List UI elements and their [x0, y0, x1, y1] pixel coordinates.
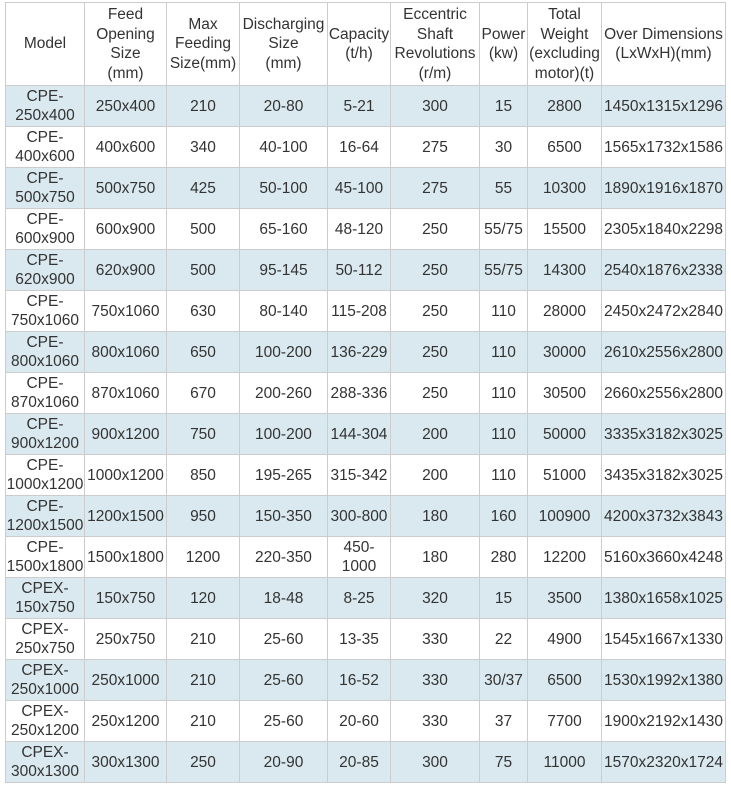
- cell-power: 37: [480, 701, 528, 742]
- cell-eccentric-shaft-revolutions: 250: [391, 291, 480, 332]
- table-row: [6, 86, 726, 127]
- cell-model-line: 800x1060: [10, 353, 80, 370]
- cell-capacity-line: 300-800: [330, 507, 388, 525]
- header-max-feeding-size: [167, 3, 240, 86]
- cell-total-weight: 50000: [528, 414, 602, 455]
- cell-over-dimensions: 3335x3182x3025: [602, 414, 726, 455]
- cell-model-line: CPE-: [26, 252, 64, 269]
- header-line: (LxWxH)(mm): [615, 45, 712, 62]
- cell-capacity-line: 16-52: [339, 671, 379, 689]
- cell-model-line: CPEX-: [21, 744, 69, 761]
- cell-model: [6, 701, 85, 742]
- cell-total-weight: 15500: [528, 209, 602, 250]
- cell-max-feeding-size: 850: [167, 455, 240, 496]
- header-feed-opening-size: [85, 3, 167, 86]
- cell-eccentric-shaft-revolutions: 330: [391, 619, 480, 660]
- cell-model-line: CPE-: [26, 539, 64, 556]
- cell-model-line: CPE-: [26, 375, 64, 392]
- cell-max-feeding-size: 340: [167, 127, 240, 168]
- cell-discharging-size: 18-48: [240, 578, 328, 619]
- header-line: (r/m): [418, 64, 452, 82]
- cell-power: 110: [480, 414, 528, 455]
- table-row: [6, 701, 726, 742]
- header-power: [480, 3, 528, 86]
- cell-eccentric-shaft-revolutions: 200: [391, 414, 480, 455]
- cell-total-weight: 6500: [528, 127, 602, 168]
- header-line: Size: [268, 35, 299, 53]
- cell-capacity: [328, 701, 391, 742]
- cell-eccentric-shaft-revolutions: 200: [391, 455, 480, 496]
- cell-model: [6, 86, 85, 127]
- cell-model: [6, 414, 85, 455]
- cell-feed-opening-size: 600x900: [85, 209, 167, 250]
- table-header-row: [6, 3, 726, 86]
- cell-over-dimensions: 1565x1732x1586: [602, 127, 726, 168]
- cell-max-feeding-size: 210: [167, 86, 240, 127]
- table-row: [6, 578, 726, 619]
- cell-model-line: CPE-: [26, 129, 64, 146]
- cell-capacity-line: 136-229: [330, 343, 388, 361]
- cell-capacity-line: 5-21: [343, 97, 375, 115]
- cell-model: [6, 127, 85, 168]
- cell-model: [6, 496, 85, 537]
- cell-model-line: CPE-: [26, 170, 64, 187]
- cell-capacity: [328, 291, 391, 332]
- cell-over-dimensions: 2540x1876x2338: [602, 250, 726, 291]
- cell-max-feeding-size: 500: [167, 209, 240, 250]
- header-over-dimensions: [602, 3, 726, 86]
- cell-capacity: [328, 537, 391, 578]
- cell-over-dimensions: 2450x2472x2840: [602, 291, 726, 332]
- cell-eccentric-shaft-revolutions: 250: [391, 250, 480, 291]
- cell-max-feeding-size: 210: [167, 619, 240, 660]
- cell-total-weight: 14300: [528, 250, 602, 291]
- cell-max-feeding-size: 650: [167, 332, 240, 373]
- cell-capacity-line: 50-112: [335, 261, 383, 279]
- cell-discharging-size: 20-80: [240, 86, 328, 127]
- cell-eccentric-shaft-revolutions: 180: [391, 537, 480, 578]
- cell-eccentric-shaft-revolutions: 300: [391, 742, 480, 783]
- cell-feed-opening-size: 900x1200: [85, 414, 167, 455]
- cell-capacity: [328, 414, 391, 455]
- cell-eccentric-shaft-revolutions: 300: [391, 86, 480, 127]
- cell-total-weight: 51000: [528, 455, 602, 496]
- table-row: [6, 209, 726, 250]
- cell-over-dimensions: 2305x1840x2298: [602, 209, 726, 250]
- cell-model-line: CPEX-: [21, 703, 69, 720]
- cell-capacity-line: 48-120: [334, 220, 384, 238]
- cell-capacity: [328, 127, 391, 168]
- header-line: Revolutions: [394, 45, 476, 62]
- cell-feed-opening-size: 250x1000: [85, 660, 167, 701]
- cell-capacity-line: 45-100: [334, 179, 384, 197]
- cell-feed-opening-size: 400x600: [85, 127, 167, 168]
- cell-over-dimensions: 1900x2192x1430: [602, 701, 726, 742]
- table-row: [6, 332, 726, 373]
- table-row: [6, 455, 726, 496]
- cell-feed-opening-size: 150x750: [85, 578, 167, 619]
- cell-max-feeding-size: 120: [167, 578, 240, 619]
- cell-model-line: 1500x1800: [6, 558, 84, 575]
- cell-total-weight: 12200: [528, 537, 602, 578]
- cell-over-dimensions: 1890x1916x1870: [602, 168, 726, 209]
- cell-model-line: 750x1060: [10, 312, 80, 329]
- cell-discharging-size: 20-90: [240, 742, 328, 783]
- header-line: Shaft: [416, 25, 454, 43]
- cell-capacity-line: 8-25: [343, 589, 375, 607]
- cell-discharging-size: 200-260: [240, 373, 328, 414]
- cell-total-weight: 7700: [528, 701, 602, 742]
- cell-eccentric-shaft-revolutions: 250: [391, 332, 480, 373]
- cell-total-weight: 30500: [528, 373, 602, 414]
- cell-power: 55: [480, 168, 528, 209]
- cell-capacity: [328, 742, 391, 783]
- cell-model-line: 250x1000: [10, 681, 80, 698]
- table-row: [6, 496, 726, 537]
- cell-model-line: CPEX-: [21, 621, 69, 638]
- cell-model: [6, 373, 85, 414]
- cell-over-dimensions: 1570x2320x1724: [602, 742, 726, 783]
- header-line: Model: [23, 35, 67, 53]
- cell-over-dimensions: 1450x1315x1296: [602, 86, 726, 127]
- cell-discharging-size: 25-60: [240, 701, 328, 742]
- cell-feed-opening-size: 1000x1200: [85, 455, 167, 496]
- cell-over-dimensions: 1380x1658x1025: [602, 578, 726, 619]
- cell-feed-opening-size: 500x750: [85, 168, 167, 209]
- cell-discharging-size: 80-140: [240, 291, 328, 332]
- cell-feed-opening-size: 750x1060: [85, 291, 167, 332]
- header-line: Opening: [96, 25, 155, 43]
- cell-model-line: 150x750: [15, 599, 75, 616]
- cell-feed-opening-size: 800x1060: [85, 332, 167, 373]
- header-line: Capacity: [328, 25, 390, 43]
- header-capacity: [328, 3, 391, 86]
- cell-over-dimensions: 1545x1667x1330: [602, 619, 726, 660]
- cell-power: 110: [480, 373, 528, 414]
- cell-discharging-size: 100-200: [240, 332, 328, 373]
- header-line: Size: [110, 45, 141, 62]
- cell-model: [6, 619, 85, 660]
- cell-over-dimensions: 3435x3182x3025: [602, 455, 726, 496]
- table-row: [6, 127, 726, 168]
- cell-model: [6, 332, 85, 373]
- header-line: Over Dimensions: [604, 25, 723, 43]
- cell-power: 110: [480, 332, 528, 373]
- cell-model: [6, 209, 85, 250]
- cell-feed-opening-size: 870x1060: [85, 373, 167, 414]
- cell-model: [6, 578, 85, 619]
- cell-model-line: CPEX-: [21, 580, 69, 597]
- cell-capacity: [328, 332, 391, 373]
- cell-max-feeding-size: 425: [167, 168, 240, 209]
- header-line: Discharging: [242, 15, 325, 33]
- cell-total-weight: 10300: [528, 168, 602, 209]
- table-row: [6, 742, 726, 783]
- header-line: Size(mm): [169, 54, 237, 72]
- cell-model-line: CPE-: [26, 416, 64, 433]
- cell-power: 55/75: [480, 250, 528, 291]
- cell-capacity-line: 315-342: [330, 466, 388, 484]
- cell-max-feeding-size: 630: [167, 291, 240, 332]
- cell-power: 110: [480, 455, 528, 496]
- header-line: Total: [548, 6, 581, 23]
- header-line: Feed: [107, 6, 144, 23]
- table-row: [6, 373, 726, 414]
- cell-model: [6, 455, 85, 496]
- cell-total-weight: 11000: [528, 742, 602, 783]
- table-row: [6, 660, 726, 701]
- cell-model-line: 870x1060: [10, 394, 80, 411]
- cell-capacity-line: 450-: [343, 539, 375, 556]
- cell-capacity: [328, 250, 391, 291]
- cell-over-dimensions: 4200x3732x3843: [602, 496, 726, 537]
- cell-total-weight: 4900: [528, 619, 602, 660]
- cell-feed-opening-size: 300x1300: [85, 742, 167, 783]
- table-row: [6, 291, 726, 332]
- cell-discharging-size: 195-265: [240, 455, 328, 496]
- cell-capacity-line: 20-60: [339, 712, 379, 730]
- cell-model: [6, 537, 85, 578]
- cell-over-dimensions: 1530x1992x1380: [602, 660, 726, 701]
- cell-model-line: CPE-: [26, 211, 64, 228]
- table-row: [6, 414, 726, 455]
- cell-power: 15: [480, 86, 528, 127]
- cell-capacity-line: 288-336: [330, 384, 388, 402]
- cell-model: [6, 168, 85, 209]
- cell-max-feeding-size: 250: [167, 742, 240, 783]
- cell-capacity-line: 13-35: [339, 630, 379, 648]
- table-row: [6, 537, 726, 578]
- cell-model: [6, 742, 85, 783]
- header-line: Weight: [540, 25, 589, 43]
- cell-discharging-size: 25-60: [240, 619, 328, 660]
- cell-capacity: [328, 578, 391, 619]
- cell-power: 30: [480, 127, 528, 168]
- cell-model-line: 900x1200: [10, 435, 80, 452]
- header-line: Eccentric: [403, 6, 467, 23]
- cell-max-feeding-size: 1200: [167, 537, 240, 578]
- cell-max-feeding-size: 500: [167, 250, 240, 291]
- cell-discharging-size: 50-100: [240, 168, 328, 209]
- table-body: [6, 86, 726, 783]
- spec-table-wrapper: [5, 2, 726, 783]
- cell-eccentric-shaft-revolutions: 320: [391, 578, 480, 619]
- cell-feed-opening-size: 620x900: [85, 250, 167, 291]
- cell-capacity: [328, 496, 391, 537]
- header-line: (kw): [488, 45, 519, 62]
- cell-model-line: 1200x1500: [6, 517, 84, 534]
- cell-total-weight: 28000: [528, 291, 602, 332]
- cell-power: 15: [480, 578, 528, 619]
- cell-discharging-size: 25-60: [240, 660, 328, 701]
- header-line: (excluding: [529, 45, 600, 62]
- cell-model-line: 1000x1200: [6, 476, 84, 493]
- cell-total-weight: 100900: [528, 496, 602, 537]
- cell-model: [6, 291, 85, 332]
- cell-total-weight: 2800: [528, 86, 602, 127]
- cell-capacity-line: 144-304: [330, 425, 388, 443]
- header-total-weight: [528, 3, 602, 86]
- cell-model-line: CPE-: [26, 293, 64, 310]
- cell-eccentric-shaft-revolutions: 250: [391, 209, 480, 250]
- cell-power: 22: [480, 619, 528, 660]
- cell-discharging-size: 100-200: [240, 414, 328, 455]
- header-line: Power: [481, 25, 526, 43]
- cell-over-dimensions: 5160x3660x4248: [602, 537, 726, 578]
- cell-capacity: [328, 209, 391, 250]
- header-line: (t/h): [345, 45, 373, 62]
- cell-eccentric-shaft-revolutions: 275: [391, 127, 480, 168]
- cell-model: [6, 660, 85, 701]
- cell-discharging-size: 65-160: [240, 209, 328, 250]
- header-line: (mm): [265, 54, 302, 72]
- cell-power: 30/37: [480, 660, 528, 701]
- cell-discharging-size: 40-100: [240, 127, 328, 168]
- cell-capacity: [328, 455, 391, 496]
- cell-feed-opening-size: 250x750: [85, 619, 167, 660]
- cell-model-line: 400x600: [15, 148, 75, 165]
- cell-model-line: 250x1200: [10, 722, 80, 739]
- cell-max-feeding-size: 210: [167, 660, 240, 701]
- table-row: [6, 250, 726, 291]
- header-line: Feeding: [174, 35, 231, 53]
- header-line: motor)(t): [534, 64, 595, 82]
- header-discharging-size: [240, 3, 328, 86]
- table-row: [6, 619, 726, 660]
- cell-max-feeding-size: 950: [167, 496, 240, 537]
- table-row: [6, 168, 726, 209]
- cell-max-feeding-size: 750: [167, 414, 240, 455]
- header-eccentric-shaft-revolutions: [391, 3, 480, 86]
- cell-eccentric-shaft-revolutions: 330: [391, 701, 480, 742]
- cell-feed-opening-size: 250x400: [85, 86, 167, 127]
- cell-capacity-line: 20-85: [339, 753, 379, 771]
- cell-model-line: CPE-: [26, 88, 64, 105]
- cell-discharging-size: 95-145: [240, 250, 328, 291]
- cell-max-feeding-size: 670: [167, 373, 240, 414]
- cell-model-line: 300x1300: [10, 763, 80, 780]
- cell-model-line: 620x900: [15, 271, 75, 288]
- cell-discharging-size: 220-350: [240, 537, 328, 578]
- cell-eccentric-shaft-revolutions: 275: [391, 168, 480, 209]
- cell-discharging-size: 150-350: [240, 496, 328, 537]
- header-model: [6, 3, 85, 86]
- cell-model-line: 600x900: [15, 230, 75, 247]
- cell-eccentric-shaft-revolutions: 250: [391, 373, 480, 414]
- cell-capacity: [328, 373, 391, 414]
- cell-capacity: [328, 86, 391, 127]
- cell-capacity: [328, 168, 391, 209]
- cell-total-weight: 30000: [528, 332, 602, 373]
- cell-model-line: 500x750: [15, 189, 75, 206]
- cell-feed-opening-size: 1500x1800: [85, 537, 167, 578]
- cell-over-dimensions: 2610x2556x2800: [602, 332, 726, 373]
- cell-capacity: [328, 619, 391, 660]
- cell-capacity: [328, 660, 391, 701]
- cell-model-line: CPE-: [26, 457, 64, 474]
- header-line: (mm): [107, 64, 144, 82]
- cell-power: 160: [480, 496, 528, 537]
- cell-eccentric-shaft-revolutions: 330: [391, 660, 480, 701]
- cell-model-line: 250x750: [15, 640, 75, 657]
- cell-max-feeding-size: 210: [167, 701, 240, 742]
- jaw-crusher-spec-table: [5, 2, 726, 783]
- cell-capacity-line: 1000: [341, 558, 377, 575]
- cell-model: [6, 250, 85, 291]
- cell-total-weight: 3500: [528, 578, 602, 619]
- cell-power: 110: [480, 291, 528, 332]
- cell-capacity-line: 16-64: [339, 138, 379, 156]
- cell-model-line: CPE-: [26, 498, 64, 515]
- cell-model-line: CPEX-: [21, 662, 69, 679]
- cell-model-line: 250x400: [15, 107, 75, 124]
- cell-power: 280: [480, 537, 528, 578]
- cell-power: 75: [480, 742, 528, 783]
- cell-feed-opening-size: 250x1200: [85, 701, 167, 742]
- cell-model-line: CPE-: [26, 334, 64, 351]
- cell-power: 55/75: [480, 209, 528, 250]
- cell-feed-opening-size: 1200x1500: [85, 496, 167, 537]
- cell-capacity-line: 115-208: [331, 302, 387, 320]
- cell-over-dimensions: 2660x2556x2800: [602, 373, 726, 414]
- cell-eccentric-shaft-revolutions: 180: [391, 496, 480, 537]
- header-line: Max: [188, 15, 218, 33]
- cell-total-weight: 6500: [528, 660, 602, 701]
